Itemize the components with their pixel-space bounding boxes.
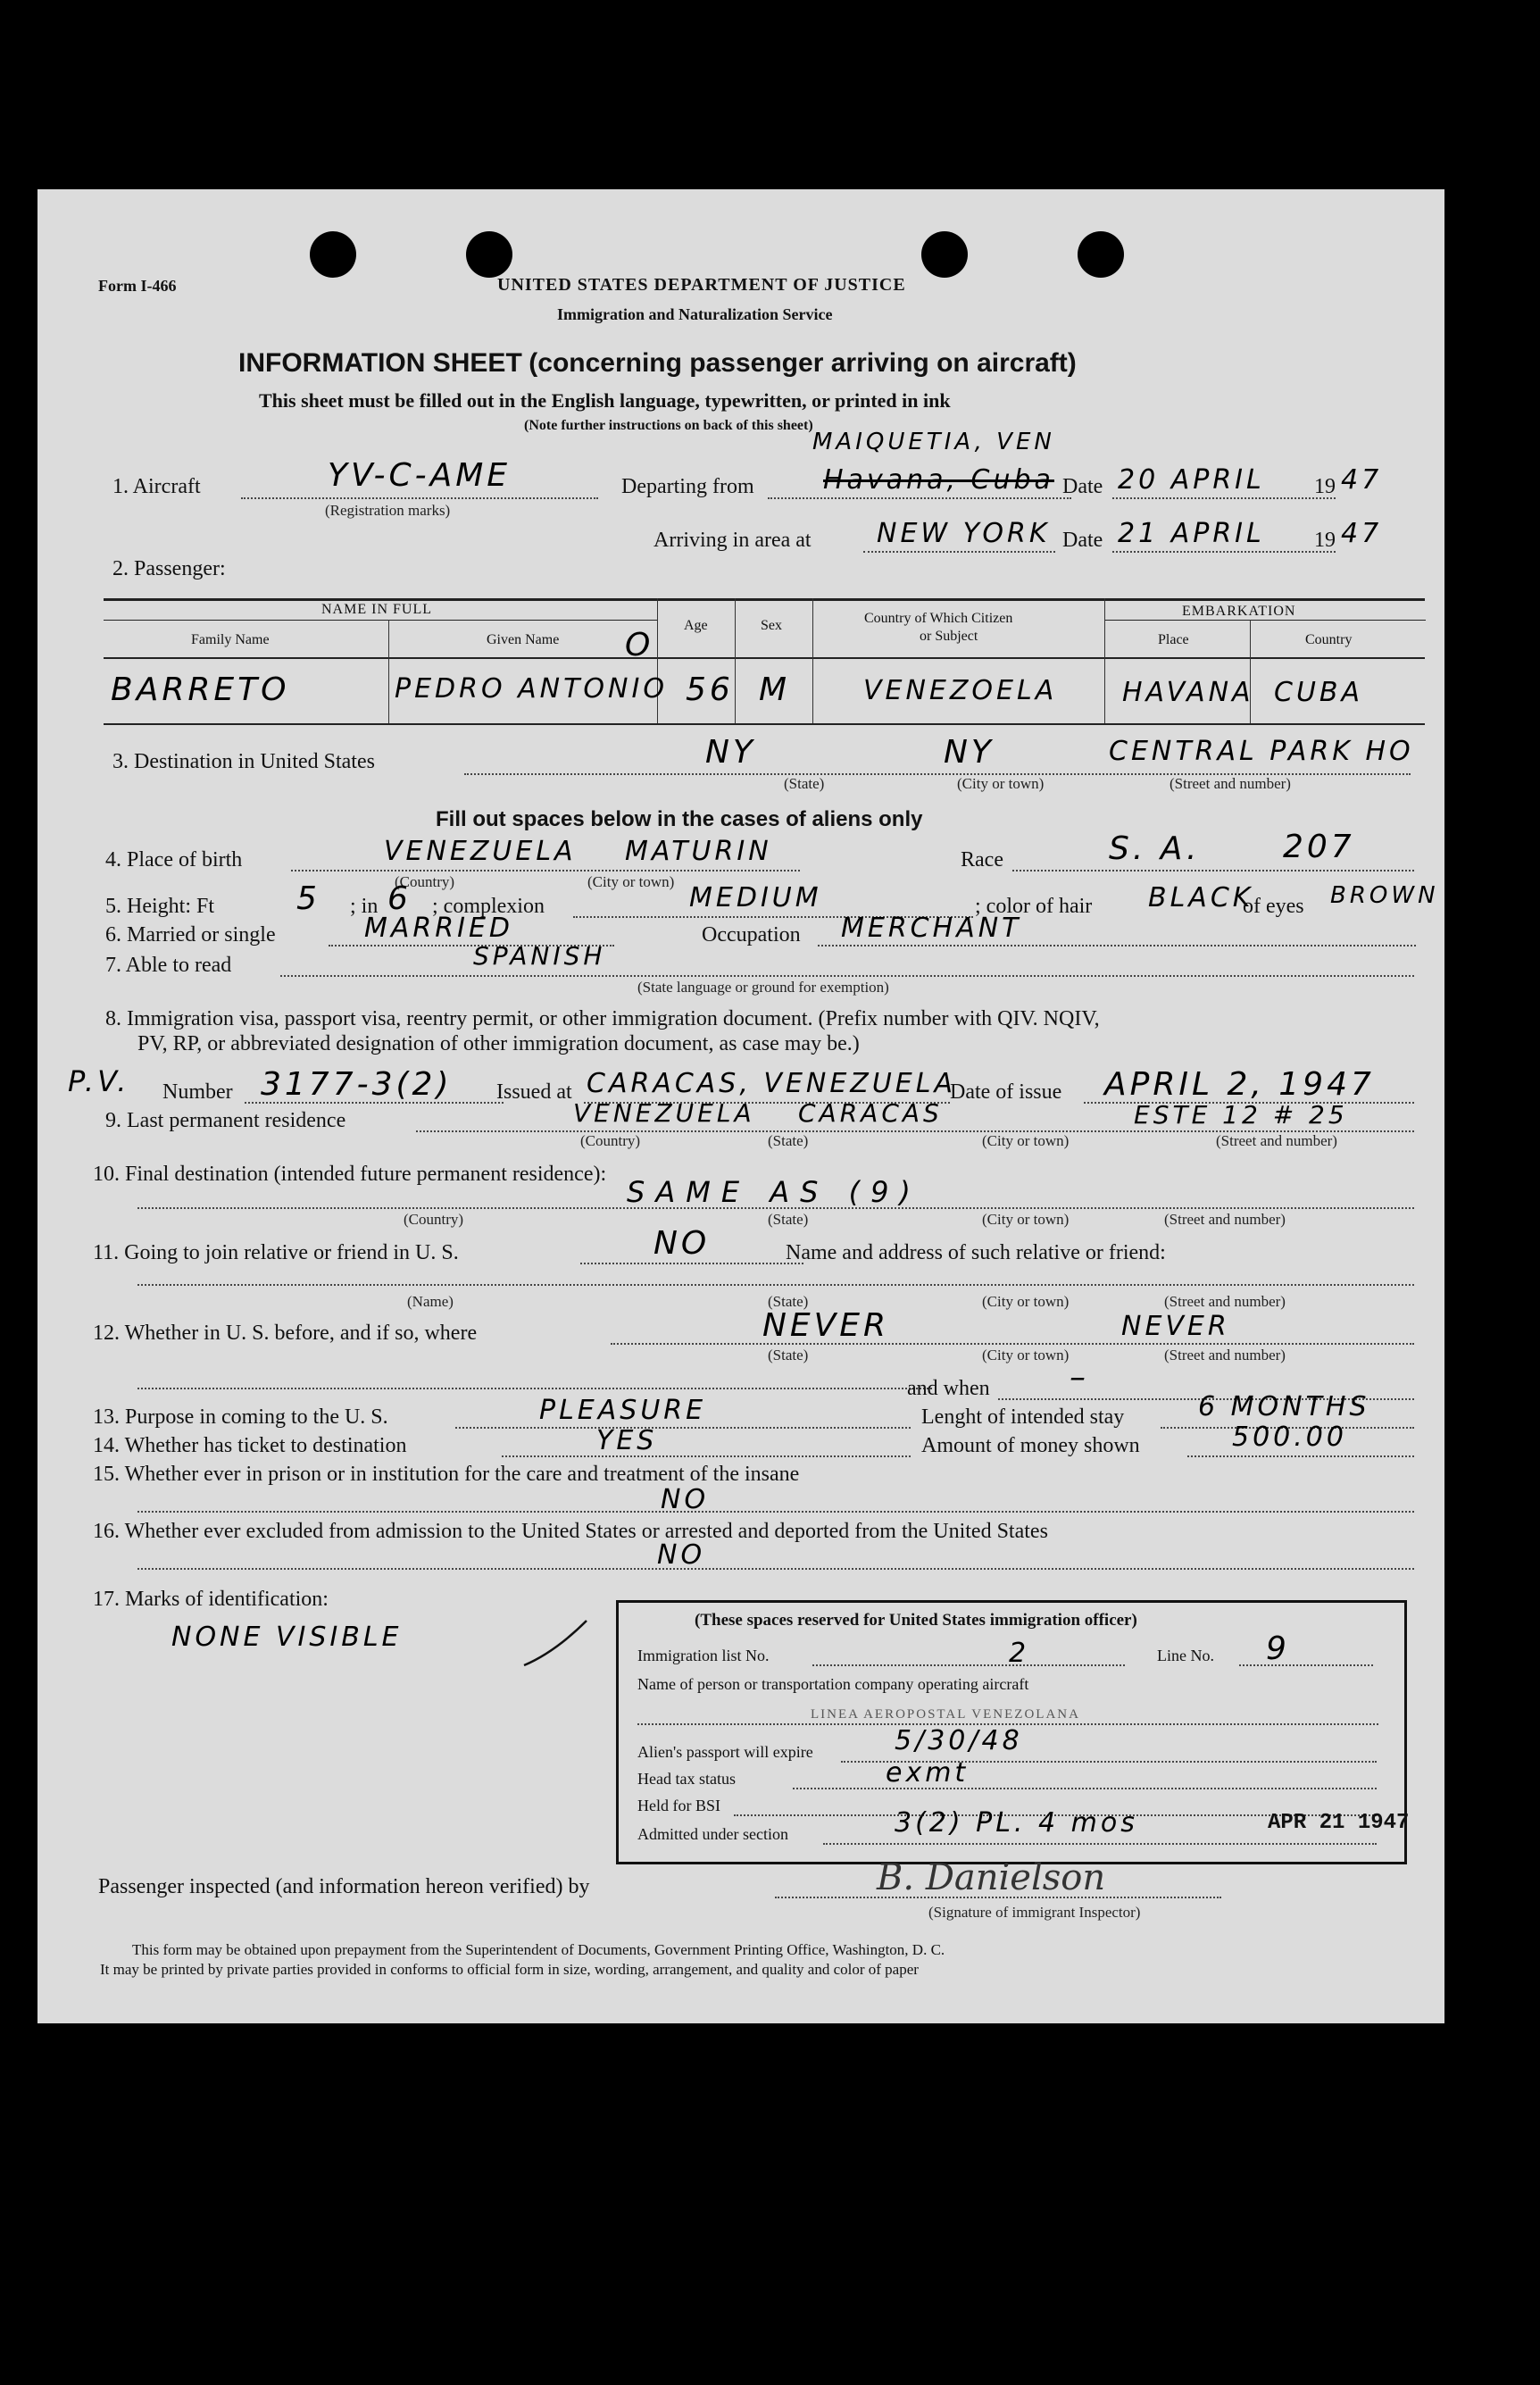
excluded-line	[137, 1568, 1414, 1570]
aliens-heading: Fill out spaces below in the cases of aliens only	[436, 807, 923, 831]
form-sheet	[37, 189, 1444, 2023]
money-value: 500.00	[1232, 1422, 1347, 1453]
purpose-value: PLEASURE	[539, 1395, 707, 1426]
departing-date-label: Date	[1062, 475, 1103, 498]
arriving-line	[863, 551, 1055, 553]
destination-city: NY	[944, 734, 995, 771]
department-name: UNITED STATES DEPARTMENT OF JUSTICE	[497, 275, 906, 295]
birth-city-label: (City or town)	[587, 873, 675, 890]
operator-label: Name of person or transportation company operating aircraft	[637, 1675, 1029, 1693]
arriving-label: Arriving in area at	[653, 529, 812, 552]
footer-line1: This form may be obtained upon prepayment from the Superintendent of Documents, Government Printing Office, Washington, D. C.	[132, 1941, 945, 1958]
emb-country-value: CUBA	[1274, 677, 1364, 708]
ticket-line	[502, 1455, 911, 1457]
list-label: Immigration list No.	[637, 1647, 770, 1664]
headtax-line	[793, 1788, 1377, 1789]
visa-line1: 8. Immigration visa, passport visa, reentry permit, or other immigration document. (Prefix number with QIV. NQIV,	[105, 1007, 1100, 1030]
before-value-2: NEVER	[1121, 1311, 1230, 1342]
stay-value: 6 MONTHS	[1198, 1391, 1370, 1422]
final-street-label: (Street and number)	[1164, 1211, 1286, 1228]
destination-state-label: (State)	[784, 775, 825, 792]
destination-city-label: (City or town)	[957, 775, 1045, 792]
admitted-label: Admitted under section	[637, 1825, 788, 1843]
stay-label: Lenght of intended stay	[921, 1405, 1125, 1429]
departing-struck: Havana, Cuba	[823, 464, 1054, 496]
final-state-label: (State)	[768, 1211, 809, 1228]
read-label: 7. Able to read	[105, 954, 232, 977]
admission-stamp: APR 21 1947	[1268, 1811, 1410, 1835]
residence-street-label: (Street and number)	[1216, 1132, 1337, 1149]
footer-line2: It may be printed by private parties provided in conforms to official form in size, wording, arrangement, and quality and color of paper	[100, 1961, 919, 1978]
residence-state-label: (State)	[768, 1132, 809, 1149]
occupation-label: Occupation	[702, 923, 801, 946]
age-value: 56	[686, 671, 734, 708]
visa-number-label: Number	[162, 1080, 233, 1104]
arriving-value: NEW YORK	[877, 518, 1051, 549]
line-no-line	[1239, 1664, 1373, 1666]
join-value: NO	[653, 1225, 711, 1262]
departing-year: 47	[1341, 464, 1383, 496]
arriving-year-prefix: 19	[1314, 529, 1336, 552]
admitted-value: 3(2) PL. 4 mos	[895, 1807, 1138, 1839]
residence-street: ESTE 12 # 25	[1134, 1100, 1348, 1130]
family-name-header: Family Name	[191, 632, 270, 647]
before-line	[611, 1343, 1414, 1345]
departing-year-prefix: 19	[1314, 475, 1336, 498]
col-divider	[812, 598, 813, 723]
bsi-label: Held for BSI	[637, 1797, 720, 1814]
list-line	[812, 1664, 1125, 1666]
punch-hole	[921, 231, 968, 278]
ticket-value: YES	[596, 1425, 658, 1456]
embarkation-rule	[1104, 620, 1426, 621]
join-street-sub: (Street and number)	[1164, 1293, 1286, 1310]
purpose-label: 13. Purpose in coming to the U. S.	[93, 1405, 388, 1429]
complexion-label: ; complexion	[432, 895, 545, 918]
residence-state: CARACAS	[798, 1098, 943, 1128]
visa-prefix: P.V.	[68, 1064, 130, 1098]
join-address-line	[137, 1284, 1414, 1286]
marks-stroke	[520, 1616, 591, 1670]
destination-label: 3. Destination in United States	[112, 750, 375, 773]
sex-header: Sex	[761, 618, 782, 633]
when-label: and when	[907, 1377, 990, 1400]
given-name-mark: O	[625, 627, 654, 663]
height-label: 5. Height: Ft	[105, 895, 215, 918]
hair-value: BLACK	[1148, 882, 1254, 913]
excluded-label: 16. Whether ever excluded from admission to the United States or arrested and deported from the United States	[93, 1520, 1048, 1543]
country-header: Country of Which Citizen	[864, 611, 1013, 626]
residence-city-label: (City or town)	[982, 1132, 1070, 1149]
final-country-label: (Country)	[404, 1211, 464, 1228]
departing-date: 20 APRIL	[1118, 464, 1265, 496]
final-city-label: (City or town)	[982, 1211, 1070, 1228]
before-city-label: (City or town)	[982, 1347, 1070, 1363]
admitted-line	[823, 1843, 1377, 1845]
departing-value: MAIQUETIA, VEN	[812, 429, 1055, 455]
join-line	[580, 1263, 803, 1264]
departing-line	[768, 497, 1071, 499]
height-inches: 6	[387, 880, 412, 917]
form-number: Form I-466	[98, 277, 177, 295]
money-label: Amount of money shown	[921, 1434, 1140, 1457]
visa-date-label: Date of issue	[950, 1080, 1062, 1104]
punch-hole	[466, 231, 512, 278]
list-value: 2	[1009, 1638, 1030, 1669]
residence-country: VENEZUELA	[573, 1098, 755, 1128]
prison-label: 15. Whether ever in prison or in institution for the care and treatment of the insane	[93, 1463, 800, 1486]
occupation-line	[818, 945, 1416, 946]
before-state-label: (State)	[768, 1347, 809, 1363]
prison-line	[137, 1511, 1414, 1513]
inches-label: ; in	[350, 895, 379, 918]
race-code: 207	[1283, 829, 1355, 865]
aircraft-value: YV-C-AME	[328, 457, 512, 494]
join-state-sub: (State)	[768, 1293, 809, 1310]
birth-label: 4. Place of birth	[105, 848, 243, 871]
visa-date-value: APRIL 2, 1947	[1104, 1066, 1375, 1103]
before-street-label: (Street and number)	[1164, 1347, 1286, 1363]
final-label: 10. Final destination (intended future permanent residence):	[93, 1163, 607, 1186]
aircraft-label: 1. Aircraft	[112, 475, 201, 498]
punch-hole	[1078, 231, 1124, 278]
operator-stamp: LINEA AEROPOSTAL VENEZOLANA	[811, 1707, 1080, 1722]
race-line	[1012, 870, 1414, 871]
excluded-value: NO	[657, 1539, 706, 1571]
money-line	[1187, 1455, 1414, 1457]
destination-state: NY	[705, 734, 756, 771]
instruction-note: (Note further instructions on back of this sheet)	[524, 418, 813, 433]
name-in-full-header: NAME IN FULL	[321, 602, 432, 617]
place-header: Place	[1158, 632, 1189, 647]
race-value: S. A.	[1109, 830, 1201, 867]
join-city-sub: (City or town)	[982, 1293, 1070, 1310]
departing-date-line	[1112, 497, 1336, 499]
marks-label: 17. Marks of identification:	[93, 1588, 329, 1611]
instruction-text: This sheet must be filled out in the English language, typewritten, or printed in ink	[259, 389, 951, 412]
headtax-label: Head tax status	[637, 1770, 736, 1788]
officer-box-heading: (These spaces reserved for United States immigration officer)	[695, 1611, 1137, 1630]
given-name-value: PEDRO ANTONIO	[395, 673, 668, 705]
emb-place-value: HAVANA	[1122, 677, 1254, 708]
country-header-2: or Subject	[920, 629, 978, 644]
when-value: –	[1070, 1359, 1089, 1396]
departing-label: Departing from	[621, 475, 754, 498]
passenger-label: 2. Passenger:	[112, 557, 226, 580]
emb-country-header: Country	[1305, 632, 1353, 647]
signature-caption: (Signature of immigrant Inspector)	[928, 1904, 1141, 1921]
prison-value: NO	[661, 1484, 710, 1515]
col-divider	[388, 620, 389, 723]
arriving-date-label: Date	[1062, 529, 1103, 552]
passport-label: Alien's passport will expire	[637, 1743, 813, 1761]
birth-country: VENEZUELA	[384, 836, 577, 867]
col-divider	[1104, 598, 1105, 723]
visa-line2: PV, RP, or abbreviated designation of other immigration document, as case may be.)	[137, 1032, 860, 1055]
page-title	[238, 348, 1077, 379]
residence-country-label: (Country)	[580, 1132, 641, 1149]
age-header: Age	[684, 618, 708, 633]
ticket-label: 14. Whether has ticket to destination	[93, 1434, 407, 1457]
join-label: 11. Going to join relative or friend in U. S.	[93, 1241, 459, 1264]
table-top-rule	[104, 598, 1425, 601]
before-label: 12. Whether in U. S. before, and if so, where	[93, 1322, 478, 1345]
when-pre-line	[137, 1388, 932, 1389]
purpose-line	[455, 1427, 911, 1429]
final-value: SAME AS (9)	[627, 1175, 921, 1209]
marital-label: 6. Married or single	[105, 923, 276, 946]
eyes-label: of eyes	[1243, 895, 1304, 918]
embarkation-header: EMBARKATION	[1182, 604, 1296, 619]
destination-street: CENTRAL PARK HO	[1109, 736, 1414, 767]
registration-label: (Registration marks)	[325, 502, 451, 519]
col-divider	[657, 598, 658, 723]
before-value: NEVER	[762, 1307, 890, 1344]
given-name-header: Given Name	[487, 632, 560, 647]
arriving-date: 21 APRIL	[1118, 518, 1265, 549]
line-label: Line No.	[1157, 1647, 1214, 1664]
headtax-value: exmt	[886, 1757, 970, 1789]
arriving-year: 47	[1341, 518, 1383, 549]
title-rest: (concerning passenger arriving on aircraft)	[529, 348, 1077, 378]
read-line	[280, 975, 1414, 977]
height-feet: 5	[296, 880, 320, 917]
arriving-date-line	[1112, 551, 1336, 553]
table-header-rule	[104, 657, 1425, 659]
table-bottom-rule	[104, 723, 1425, 725]
sex-value: M	[759, 671, 791, 708]
join-name-label: Name and address of such relative or friend:	[786, 1241, 1166, 1264]
name-in-full-rule	[104, 620, 657, 621]
line-value: 9	[1266, 1630, 1290, 1667]
marks-value: NONE VISIBLE	[171, 1622, 403, 1653]
citizenship-value: VENEZOELA	[863, 675, 1058, 706]
aircraft-line	[241, 497, 598, 499]
punch-hole	[310, 231, 356, 278]
hair-label: ; color of hair	[975, 895, 1093, 918]
visa-issued-value: CARACAS, VENEZUELA	[587, 1068, 956, 1099]
birth-city: MATURIN	[625, 836, 772, 867]
residence-label: 9. Last permanent residence	[105, 1109, 346, 1132]
race-label: Race	[961, 848, 1003, 871]
col-divider	[735, 598, 736, 723]
visa-number: 3177-3(2)	[261, 1066, 453, 1103]
inspector-signature: B. Danielson	[877, 1857, 1106, 1898]
title-bold: INFORMATION SHEET	[238, 348, 522, 378]
passport-value: 5/30/48	[895, 1725, 1023, 1756]
eyes-value: BROWN	[1330, 882, 1439, 909]
family-name-value: BARRETO	[111, 671, 290, 708]
read-note: (State language or ground for exemption)	[637, 979, 889, 996]
marital-value: MARRIED	[364, 913, 513, 944]
destination-street-label: (Street and number)	[1170, 775, 1291, 792]
birth-country-label: (Country)	[395, 873, 455, 890]
inspected-label: Passenger inspected (and information hereon verified) by	[98, 1875, 590, 1898]
read-value: SPANISH	[473, 941, 606, 971]
service-name: Immigration and Naturalization Service	[557, 305, 833, 323]
visa-issued-label: Issued at	[496, 1080, 572, 1104]
join-name-sub: (Name)	[407, 1293, 454, 1310]
birth-line	[291, 870, 800, 871]
complexion-value: MEDIUM	[689, 882, 822, 913]
occupation-value: MERCHANT	[841, 913, 1022, 944]
